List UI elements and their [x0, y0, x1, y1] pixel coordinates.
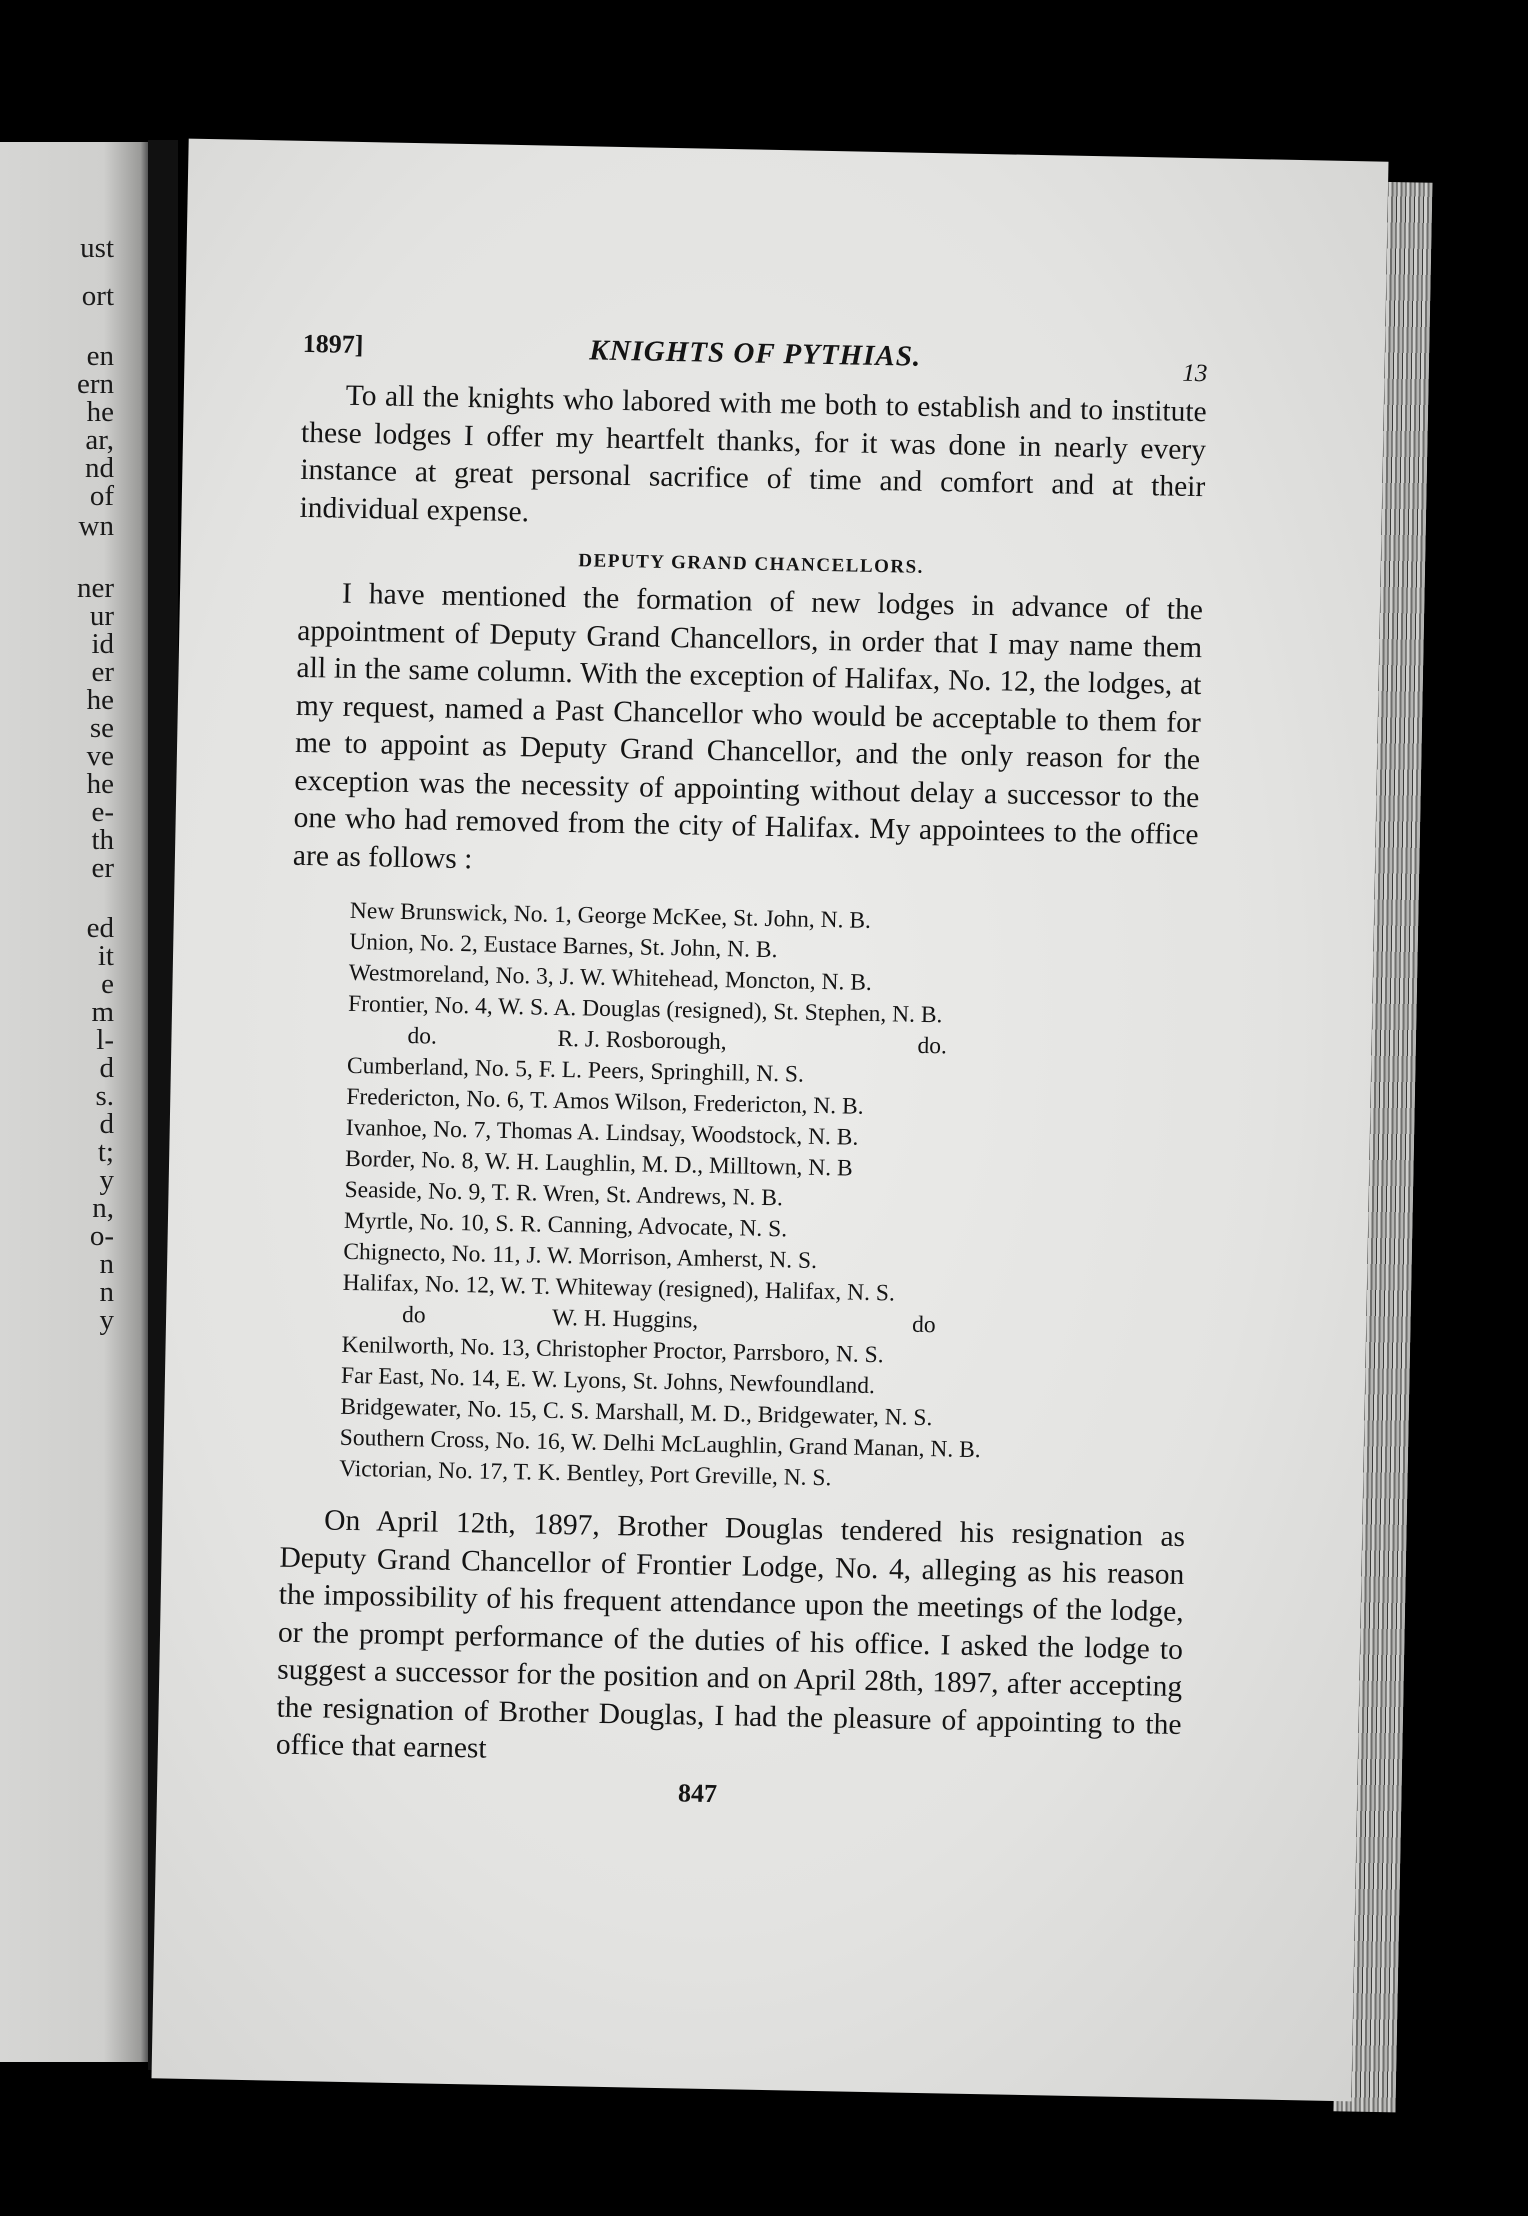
left-page-fragment: he — [86, 684, 114, 716]
left-page-fragment: wn — [78, 510, 114, 542]
left-page-fragment: y — [99, 1164, 114, 1196]
book-page — [151, 139, 1388, 2102]
appointee-entry: Kenilworth, No. 13, Christopher Proctor, Parrsboro, N. S. — [341, 1331, 884, 1369]
left-page-fragment: of — [89, 480, 114, 512]
appointee-entry: Frontier, No. 4, W. S. A. Douglas (resigned), St. Stephen, N. B. — [347, 990, 943, 1029]
left-facing-page — [0, 142, 148, 2062]
left-page-fragment: n — [99, 1248, 114, 1280]
left-page-fragment: ar, — [85, 424, 114, 456]
left-page-fragment: he — [86, 768, 114, 800]
header-title: KNIGHTS OF PYTHIAS. — [588, 334, 922, 373]
page-number: 13 — [1182, 359, 1208, 388]
left-page-fragment: d — [99, 1052, 114, 1084]
left-page-fragment: nd — [85, 452, 114, 484]
appointee-entry: Border, No. 8, W. H. Laughlin, M. D., Milltown, N. B — [344, 1145, 853, 1182]
ditto-place: do — [911, 1311, 936, 1339]
section-heading: DEPUTY GRAND CHANCELLORS. — [578, 550, 925, 578]
signature-mark: 847 — [677, 1777, 718, 1808]
left-page-fragment: s. — [95, 1080, 114, 1112]
left-page-fragment: er — [91, 852, 114, 884]
appointee-entry: Westmoreland, No. 3, J. W. Whitehead, Moncton, N. B. — [348, 959, 872, 996]
left-page-fragment: o- — [89, 1220, 114, 1252]
header-year: 1897] — [302, 328, 364, 360]
appointee-name: W. H. Huggins, — [551, 1304, 699, 1334]
left-page-fragment: se — [89, 712, 114, 744]
appointee-entry: New Brunswick, No. 1, George McKee, St. John, N. B. — [349, 897, 872, 934]
left-page-fragment: he — [86, 396, 114, 428]
left-page-fragment: ner — [76, 572, 114, 604]
appointee-entry: Far East, No. 14, E. W. Lyons, St. Johns, Newfoundland. — [340, 1362, 876, 1400]
left-page-fragment: er — [91, 656, 114, 688]
appointee-entry: Halifax, No. 12, W. T. Whiteway (resigned), Halifax, N. S. — [342, 1269, 896, 1307]
appointee-entry: Union, No. 2, Eustace Barnes, St. John, N. B. — [349, 928, 778, 964]
appointee-entry: Ivanhoe, No. 7, Thomas A. Lindsay, Woodstock, N. B. — [345, 1114, 859, 1151]
left-page-fragment: m — [91, 996, 114, 1028]
ditto-lodge: do. — [407, 1023, 438, 1050]
appointee-list — [339, 896, 1197, 1501]
appointee-entry: Cumberland, No. 5, F. L. Peers, Springhill, N. S. — [346, 1052, 805, 1088]
left-page-fragment: n — [99, 1276, 114, 1308]
left-page-fragment: e- — [91, 796, 114, 828]
appointee-entry: Fredericton, No. 6, T. Amos Wilson, Fredericton, N. B. — [346, 1083, 864, 1120]
left-page-fragment: it — [97, 940, 114, 972]
page-content — [275, 329, 1208, 1818]
appointee-entry: Myrtle, No. 10, S. R. Canning, Advocate, N. S. — [343, 1207, 788, 1243]
appointee-entry: Seaside, No. 9, T. R. Wren, St. Andrews, N. B. — [344, 1176, 784, 1212]
left-page-fragment: y — [99, 1304, 114, 1336]
ditto-lodge: do — [401, 1301, 426, 1329]
ditto-place: do. — [917, 1032, 948, 1060]
left-page-fragment: d — [99, 1108, 114, 1140]
left-page-fragment: l- — [96, 1024, 114, 1056]
left-page-fragment: en — [86, 340, 114, 372]
left-page-fragment: id — [91, 628, 114, 660]
left-page-fragment: ed — [86, 912, 114, 944]
left-page-fragment: ust — [80, 232, 114, 264]
appointee-entry: Southern Cross, No. 16, W. Delhi McLaughlin, Grand Manan, N. B. — [339, 1424, 981, 1464]
appointee-entry: Chignecto, No. 11, J. W. Morrison, Amherst, N. S. — [343, 1238, 818, 1274]
left-page-fragment: t; — [97, 1136, 114, 1168]
appointee-entry: Victorian, No. 17, T. K. Bentley, Port Greville, N. S. — [338, 1455, 832, 1492]
running-header — [302, 329, 1208, 386]
left-page-fragment: th — [91, 824, 114, 856]
left-page-fragment: e — [101, 968, 114, 1000]
paragraph-resignation: On April 12th, 1897, Brother Douglas tendered his resignation as Deputy Grand Chancellor of Frontier Lodge, No. 4, alleging as his reason the impossibility of his frequent attendance upon the meetings of the lodge, or the prompt performance of the duties of his office. I asked the lodge to suggest a successor for the position and on April 28th, 1897, after accepting the resignation of Brother Douglas, I had the pleasure of appointing to the office that earnest — [275, 1504, 1186, 1765]
left-page-fragment: ve — [86, 740, 114, 772]
left-page-fragment: ern — [76, 368, 114, 400]
paragraph-appointments: I have mentioned the formation of new lodges in advance of the appointment of Deputy Grand Chancellors, in order that I may name them all in the same column. With the exception of Halifax, No. 12, the lodges, at my request, named a Past Chancellor who would be acceptable to them for me to appoint as Deputy Grand Chancellor, and the only reason for the exception was the necessity of appointing without delay a successor to the one who had removed from the city of Halifax. My appointees to the office are as follows : — [292, 577, 1204, 875]
left-page-fragment: ort — [81, 280, 114, 312]
paragraph-thanks: To all the knights who labored with me both to establish and to institute these lodges I offer my heartfelt thanks, for it was done in nearly every instance at great personal sacrifice of time and comfort and at their individual expense. — [299, 379, 1207, 528]
left-page-fragment: n, — [92, 1192, 114, 1224]
left-page-fragment: ur — [89, 600, 114, 632]
appointee-entry: Bridgewater, No. 15, C. S. Marshall, M. D., Bridgewater, N. S. — [340, 1393, 933, 1432]
appointee-name: R. J. Rosborough, — [557, 1025, 727, 1056]
